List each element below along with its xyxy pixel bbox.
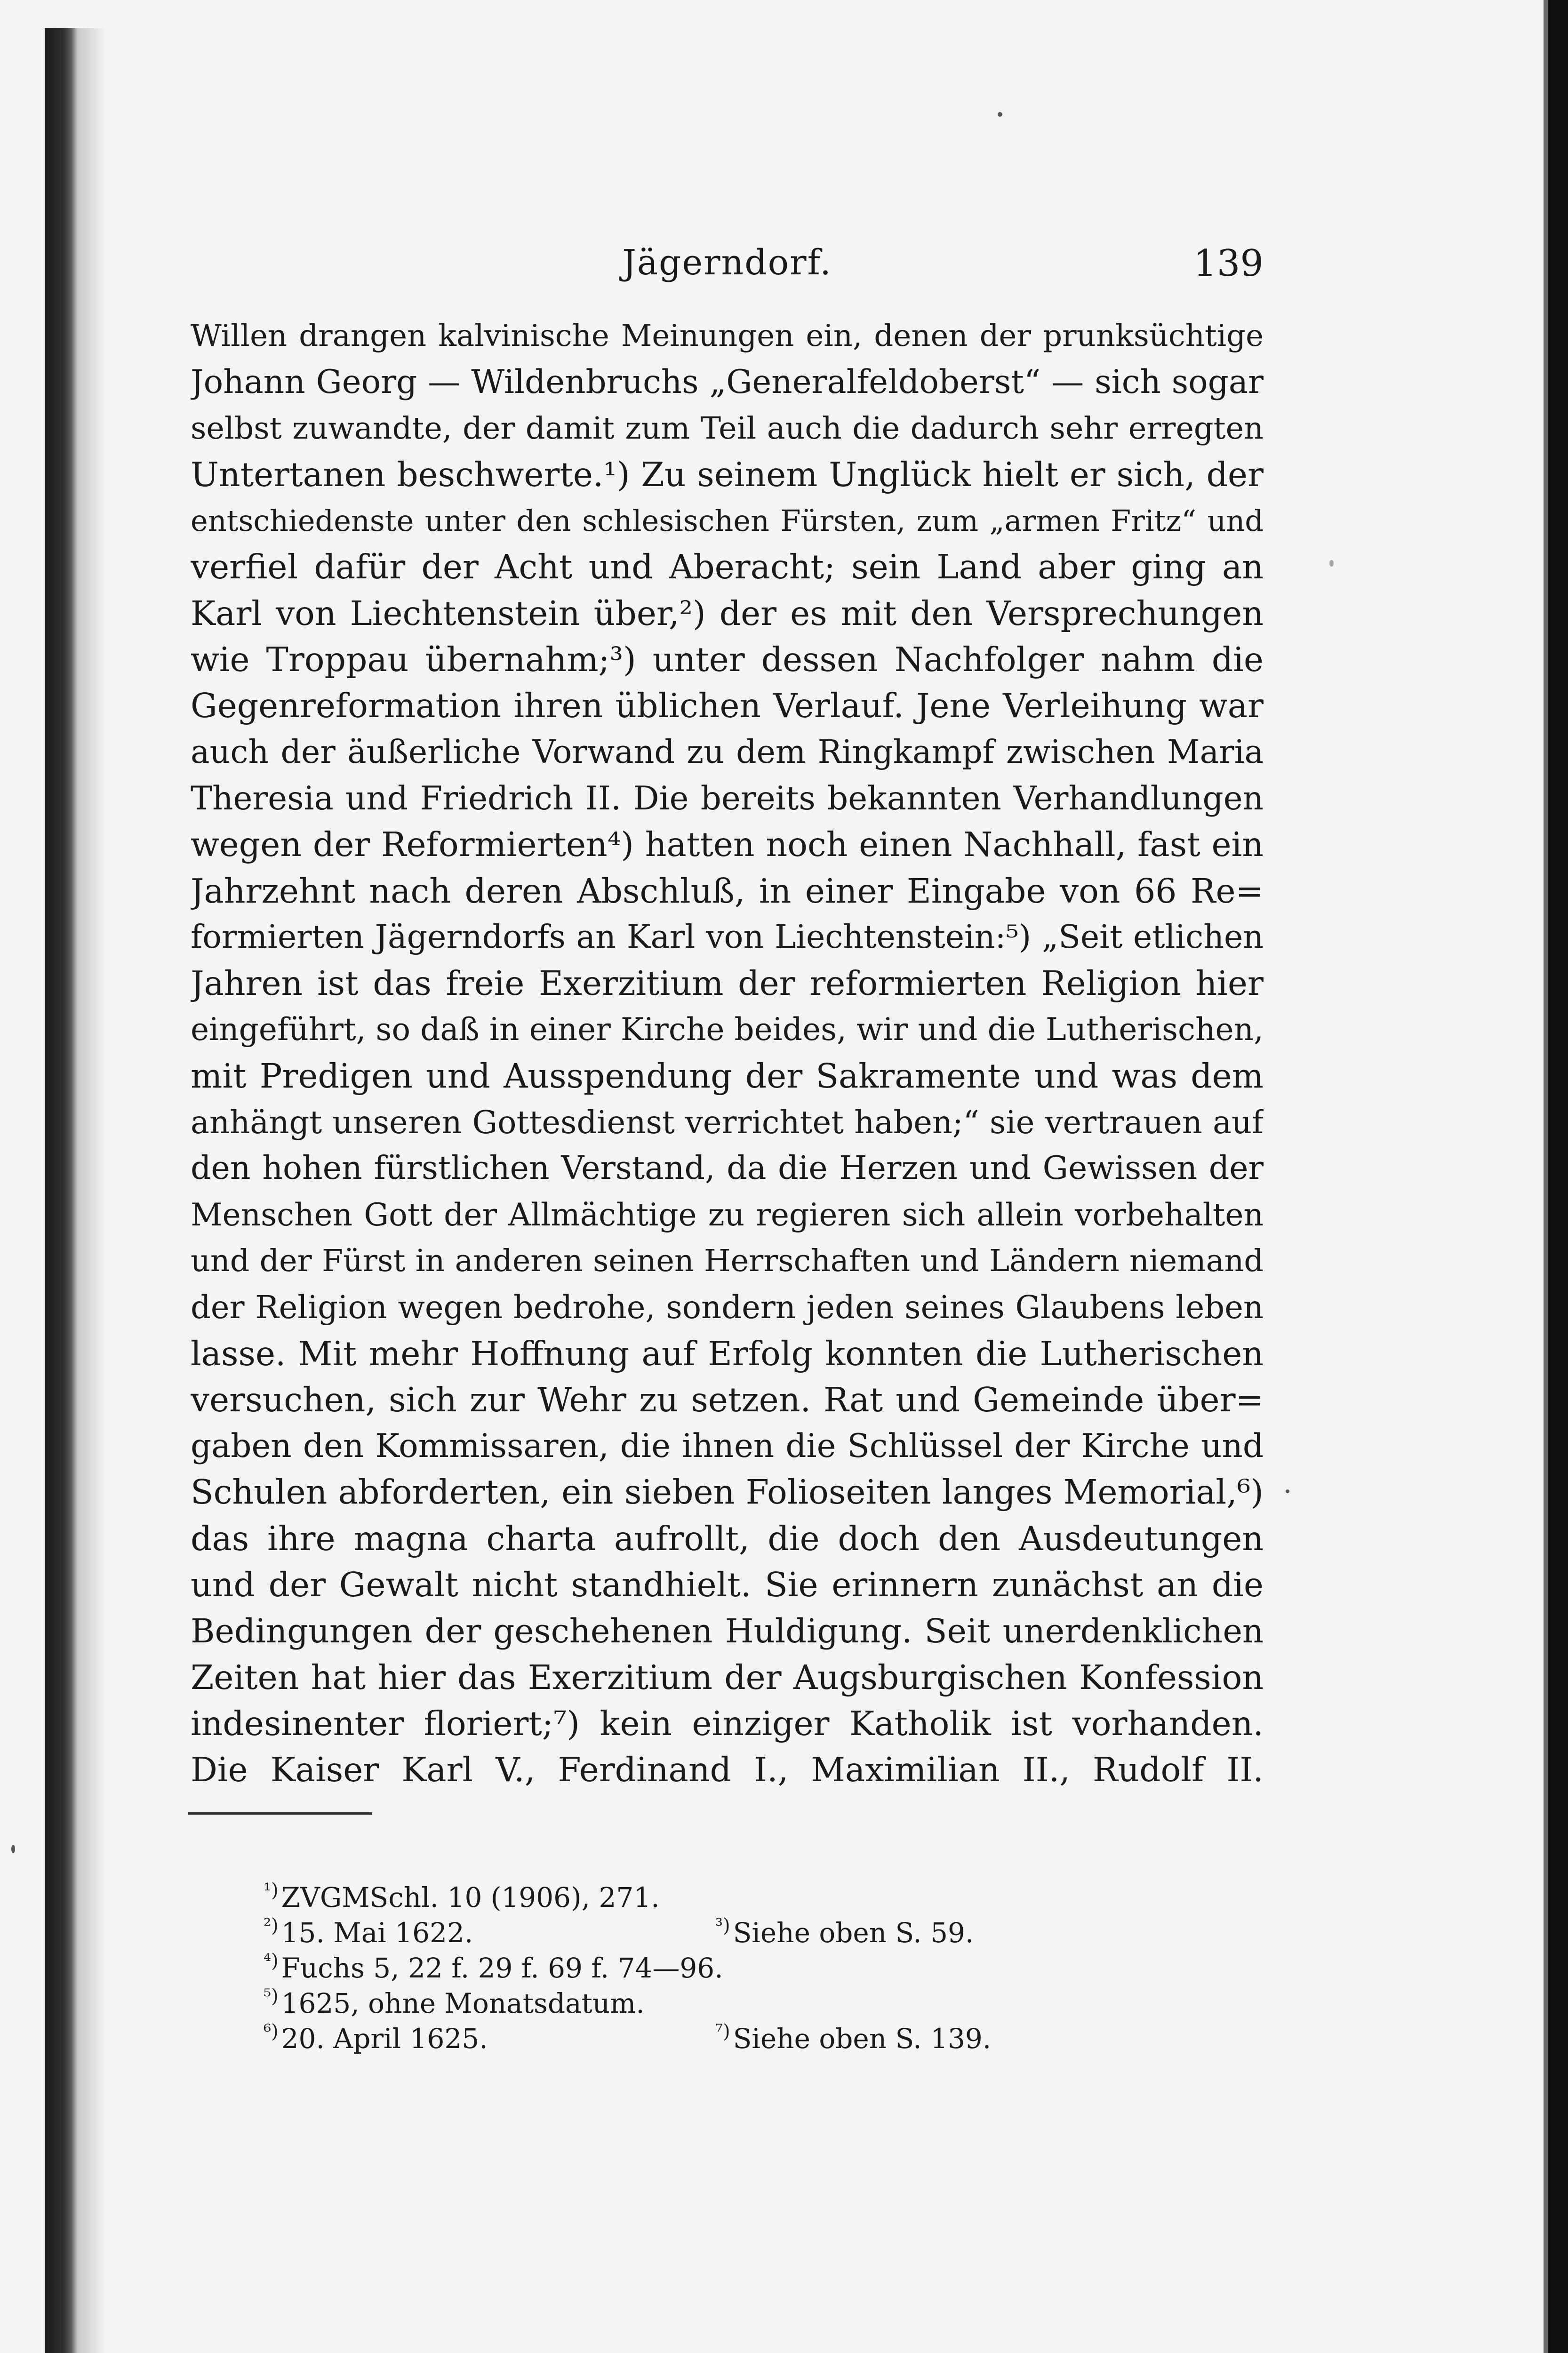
footnote-text: 15. Mai 1622. <box>281 1917 473 1949</box>
page-number: 139 <box>1193 242 1264 285</box>
text-line: formierten Jägerndorfs an Karl von Liechtenstein:⁵) „Seit etlichen <box>191 918 1264 956</box>
text-line: selbst zuwandte, der damit zum Teil auch die dadurch sehr erregten <box>191 410 1264 446</box>
footnote-row <box>264 1915 1158 1951</box>
text-line: indesinenter floriert;⁷) kein einziger Katholik ist vorhanden. <box>191 1704 1264 1743</box>
footnote-mark: ¹) <box>264 1880 279 1901</box>
footnotes <box>264 1880 1158 2057</box>
footnote-mark: ²) <box>264 1915 279 1937</box>
footnote-text: 1625, ohne Monatsdatum. <box>281 1987 645 2019</box>
book-page <box>191 242 1264 1815</box>
text-line: mit Predigen und Ausspendung der Sakramente und was dem <box>191 1056 1264 1096</box>
footnote-3 <box>715 1915 974 1954</box>
page-edge-gray <box>1544 0 1548 2353</box>
text-line: Zeiten hat hier das Exerzitium der Augsburgischen Konfession <box>191 1657 1264 1697</box>
text-line: den hohen fürstlichen Verstand, da die Herzen und Gewissen der <box>191 1150 1264 1187</box>
footnote-4 <box>264 1951 723 1989</box>
footnote-text: Fuchs 5, 22 f. 29 f. 69 f. 74—96. <box>281 1952 723 1984</box>
book-binding <box>45 28 78 2353</box>
text-line: Willen drangen kalvinische Meinungen ein, denen der prunksüchtige <box>191 319 1264 353</box>
text-line: Karl von Liechtenstein über,²) der es mit den Versprechungen <box>191 593 1264 633</box>
text-line: Gegenreformation ihren üblichen Verlauf. Jene Verleihung war <box>191 686 1264 726</box>
footnote-text: Siehe oben S. 59. <box>733 1917 974 1949</box>
text-line: Jahrzehnt nach deren Abschluß, in einer Eingabe von 66 Re= <box>191 871 1264 911</box>
footnote-rule <box>188 1812 372 1815</box>
text-line: auch der äußerliche Vorwand zu dem Ringkampf zwischen Maria <box>191 733 1264 771</box>
footnote-mark: ⁶) <box>264 2021 279 2042</box>
footnote-row <box>264 1986 1158 2021</box>
text-line: wegen der Reformierten⁴) hatten noch einen Nachhall, fast ein <box>191 825 1264 864</box>
text-line: Theresia und Friedrich II. Die bereits bekannten Verhandlungen <box>191 779 1264 817</box>
text-line: lasse. Mit mehr Hoffnung auf Erfolg konnten die Lutherischen <box>191 1334 1264 1373</box>
text-line: eingeführt, so daß in einer Kirche beides, wir und die Lutherischen, <box>191 1011 1264 1048</box>
dust-speck <box>11 1845 15 1853</box>
text-line: verfiel dafür der Acht und Aberacht; sein Land aber ging an <box>191 547 1264 587</box>
dust-speck <box>1286 1489 1289 1493</box>
footnote-mark: ⁴) <box>264 1950 279 1972</box>
text-line: und der Fürst in anderen seinen Herrschaften und Ländern niemand <box>191 1243 1264 1279</box>
dust-speck <box>998 112 1002 117</box>
text-line: der Religion wegen bedrohe, sondern jeden seines Glaubens leben <box>191 1289 1264 1326</box>
running-title: Jägerndorf. <box>622 242 832 283</box>
footnote-text: ZVGMSchl. 10 (1906), 271. <box>281 1881 660 1913</box>
text-line: Untertanen beschwerte.¹) Zu seinem Unglück hielt er sich, der <box>191 455 1264 494</box>
text-line: entschiedenste unter den schlesischen Fürsten, zum „armen Fritz“ und <box>191 504 1264 538</box>
text-line: Die Kaiser Karl V., Ferdinand I., Maximilian II., Rudolf II. <box>191 1750 1264 1790</box>
text-line: gaben den Kommissaren, die ihnen die Schlüssel der Kirche und <box>191 1427 1264 1465</box>
text-line: Menschen Gott der Allmächtige zu regieren sich allein vorbehalten <box>191 1196 1264 1233</box>
text-line: anhängt unseren Gottesdienst verrichtet haben;“ sie vertrauen auf <box>191 1104 1264 1141</box>
footnote-mark: ⁷) <box>715 2021 730 2042</box>
footnote-row <box>264 1951 1158 1986</box>
footnote-7 <box>715 2021 991 2060</box>
footnote-text: 20. April 1625. <box>281 2023 488 2055</box>
body-text <box>191 313 1264 1793</box>
dust-speck <box>1329 560 1334 567</box>
gutter-shadow <box>78 28 106 2353</box>
footnote-5 <box>264 1986 645 2025</box>
running-header <box>191 242 1264 289</box>
text-line: das ihre magna charta aufrollt, die doch den Ausdeutungen <box>191 1519 1264 1558</box>
text-line: Schulen abforderten, ein sieben Folioseiten langes Memorial,⁶) <box>191 1473 1264 1512</box>
page-edge-dark <box>1548 0 1568 2353</box>
footnote-2 <box>264 1915 473 1954</box>
footnote-row <box>264 2021 1158 2057</box>
text-line: und der Gewalt nicht standhielt. Sie erinnern zunächst an die <box>191 1565 1264 1605</box>
text-line: versuchen, sich zur Wehr zu setzen. Rat und Gemeinde über= <box>191 1380 1264 1419</box>
text-line: Jahren ist das freie Exerzitium der reformierten Religion hier <box>191 964 1264 1003</box>
footnote-mark: ⁵) <box>264 1985 279 2007</box>
text-line: wie Troppau übernahm;³) unter dessen Nachfolger nahm die <box>191 640 1264 680</box>
footnote-6 <box>264 2021 488 2060</box>
text-line: Bedingungen der geschehenen Huldigung. Seit unerdenklichen <box>191 1612 1264 1651</box>
footnote-1 <box>264 1880 660 1919</box>
footnote-row <box>264 1880 1158 1915</box>
text-line: Johann Georg — Wildenbruchs „Generalfeldoberst“ — sich sogar <box>191 363 1264 401</box>
footnote-text: Siehe oben S. 139. <box>733 2023 992 2055</box>
footnote-mark: ³) <box>715 1915 730 1937</box>
